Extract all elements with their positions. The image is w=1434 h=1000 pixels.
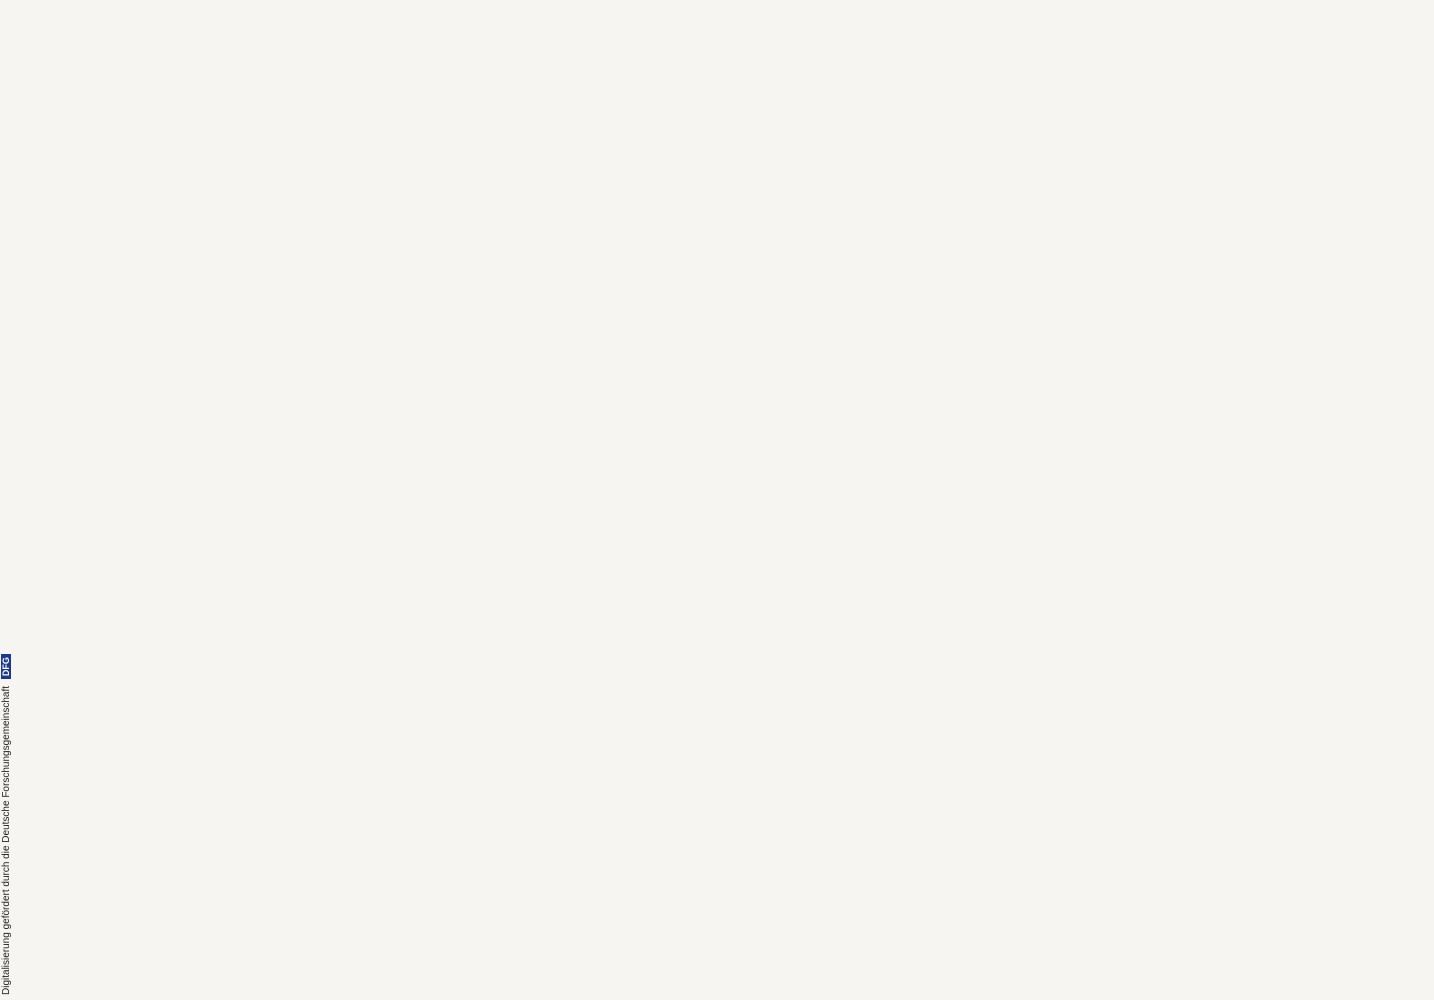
dfg-logo: DFG (1, 654, 11, 679)
digitization-credit (1, 654, 12, 995)
credit-text: Digitalisierung gefördert durch die Deutsche Forschungsgemeinschaft (1, 685, 12, 995)
